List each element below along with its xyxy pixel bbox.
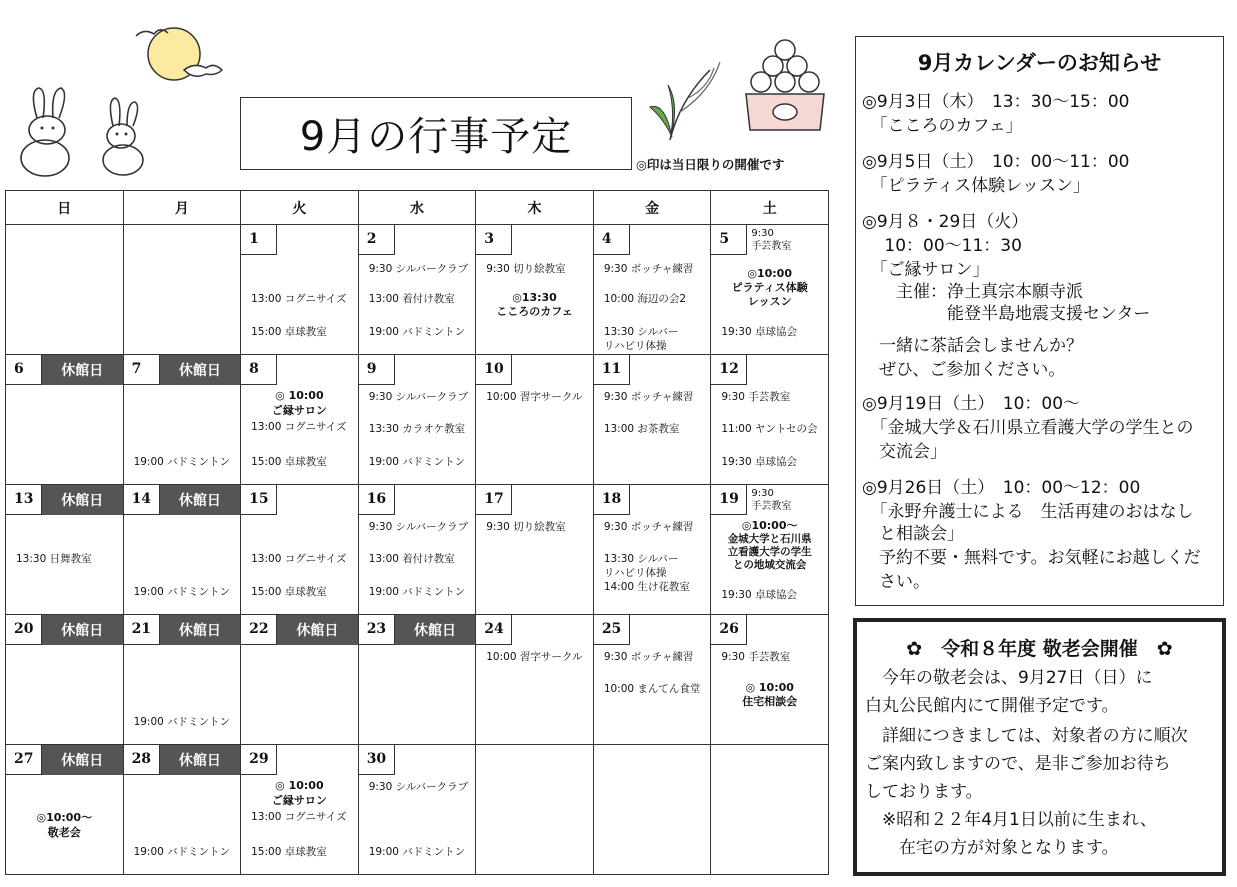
event-entry: 住宅相談会: [742, 695, 798, 708]
day-cell: [476, 615, 594, 745]
day-cell: [593, 355, 711, 485]
event-entry: 13:00 着付け教室: [368, 553, 455, 565]
day-cell: [476, 355, 594, 485]
day-number: 26: [711, 615, 747, 645]
day-cell: [123, 615, 241, 745]
day-number: 21: [124, 615, 160, 645]
tsukimi-dango-illustration: [740, 36, 830, 136]
weekday-header: 月: [123, 191, 241, 225]
day-number: 27: [6, 745, 42, 775]
day-cell: [241, 745, 359, 875]
notice-line: ◎9月26日（土） 10：00～12：00: [862, 478, 1141, 498]
calendar-table: [5, 190, 829, 875]
day-cell: [711, 355, 829, 485]
day-number: 16: [359, 485, 395, 515]
day-number: 18: [594, 485, 630, 515]
day-number: 22: [241, 615, 277, 645]
event-entry: ◎10:00～: [36, 811, 93, 824]
weekday-header: 水: [358, 191, 476, 225]
event-entry: 10:00 まんてん食堂: [603, 683, 701, 695]
keirokai-panel: [853, 618, 1226, 876]
closed-day-badge: 休館日: [42, 355, 123, 385]
event-entry: レッスン: [747, 295, 792, 308]
day-number: 20: [6, 615, 42, 645]
day-number: 4: [594, 225, 630, 255]
weekday-header: 火: [241, 191, 359, 225]
day-cell: [476, 485, 594, 615]
day-number: 9: [359, 355, 395, 385]
page-title: 9月の行事予定: [240, 97, 632, 170]
day-number: 7: [124, 355, 160, 385]
day-note: [751, 487, 791, 513]
keirokai-line: しております。: [865, 782, 983, 802]
event-entry: 立看護大学の学生: [727, 546, 812, 558]
day-number: 8: [241, 355, 277, 385]
event-entry: との地域交流会: [732, 559, 807, 571]
event-entry: ◎ 10:00: [275, 779, 324, 792]
day-cell: [358, 485, 476, 615]
event-entry: 9:30 手芸教室: [721, 651, 791, 663]
day-cell: [6, 615, 124, 745]
day-cell: [123, 745, 241, 875]
event-entry: 9:30 ボッチャ練習: [603, 263, 694, 275]
notice-line: ◎9月19日（土） 10：00～: [862, 394, 1081, 414]
day-cell: [476, 745, 594, 875]
keirokai-line: 詳細につきましては、対象者の方に順次: [865, 726, 1188, 746]
event-entry: 15:00 卓球教室: [251, 846, 327, 858]
event-entry: 13:30 日舞教室: [16, 553, 92, 565]
notice-line: 10：00～11：30: [862, 236, 1022, 256]
event-entry: 9:30 ボッチャ練習: [603, 521, 694, 533]
event-entry: 9:30 シルバークラブ: [368, 781, 469, 793]
day-number: 13: [6, 485, 42, 515]
closed-day-badge: 休館日: [395, 615, 476, 645]
day-cell: [711, 485, 829, 615]
event-entry: ご縁サロン: [271, 404, 327, 417]
event-entry: 19:30 卓球協会: [721, 589, 797, 601]
event-entry: 13:00 コグニサイズ: [251, 811, 347, 823]
day-cell: [358, 745, 476, 875]
event-entry: 13:30 カラオケ教室: [368, 423, 466, 435]
notice-panel: [855, 36, 1224, 606]
event-entry: ピラティス体験: [731, 281, 808, 294]
event-entry: 19:00 バドミントン: [368, 846, 466, 858]
event-entry: こころのカフェ: [496, 305, 573, 318]
day-cell: [593, 615, 711, 745]
event-entry: 15:00 卓球教室: [251, 326, 327, 338]
day-number: 25: [594, 615, 630, 645]
closed-day-badge: 休館日: [277, 615, 358, 645]
day-number: 17: [476, 485, 512, 515]
event-entry: ◎10:00～: [741, 519, 798, 532]
weekday-header: 土: [711, 191, 829, 225]
day-cell: [711, 745, 829, 875]
notice-line: ぜひ、ご参加ください。: [862, 360, 1066, 380]
week-row: [6, 485, 829, 615]
day-number: 28: [124, 745, 160, 775]
day-number: 29: [241, 745, 277, 775]
event-entry: 9:30 シルバークラブ: [368, 263, 469, 275]
week-row: [6, 355, 829, 485]
event-entry: 14:00 生け花教室: [603, 581, 690, 593]
day-cell: [593, 745, 711, 875]
event-entry: ご縁サロン: [271, 794, 327, 807]
event-entry: 13:00 着付け教室: [368, 293, 455, 305]
day-note-line: 9:30: [751, 228, 774, 239]
day-cell: [6, 225, 124, 355]
closed-day-badge: 休館日: [160, 355, 241, 385]
day-cell: [358, 355, 476, 485]
weekday-header-row: [6, 191, 829, 225]
notice-line: 「ピラティス体験レッスン」: [862, 176, 1090, 196]
notice-line: ◎9月5日（土） 10：00～11：00: [862, 152, 1130, 172]
event-entry: 10:00 習字サークル: [486, 391, 583, 403]
day-number: 10: [476, 355, 512, 385]
notice-line: 「こころのカフェ」: [862, 116, 1023, 136]
day-number: 23: [359, 615, 395, 645]
event-entry: 19:00 バドミントン: [368, 326, 466, 338]
event-entry: 13:30 シルバー: [603, 326, 679, 338]
closed-day-badge: 休館日: [160, 485, 241, 515]
day-note-line: 手芸教室: [751, 241, 792, 252]
keirokai-title: ✿ 令和８年度 敬老会開催 ✿: [906, 638, 1173, 660]
day-number: 24: [476, 615, 512, 645]
closed-day-badge: 休館日: [42, 745, 123, 775]
day-number: 12: [711, 355, 747, 385]
week-row: [6, 745, 829, 875]
day-number: 30: [359, 745, 395, 775]
day-note-line: 手芸教室: [751, 501, 792, 512]
day-cell: [711, 225, 829, 355]
notice-line: ◎9月3日（木） 13：30～15：00: [862, 92, 1130, 112]
event-entry: リハビリ体操: [603, 567, 667, 579]
event-entry: 9:30 切り絵教室: [486, 263, 566, 275]
day-cell: [241, 485, 359, 615]
rabbits-illustration: [15, 78, 165, 178]
keirokai-line: ご案内致しますので、是非ご参加お待ち: [865, 754, 1171, 774]
day-cell: [476, 225, 594, 355]
day-number: 14: [124, 485, 160, 515]
event-entry: 15:00 卓球教室: [251, 586, 327, 598]
event-entry: ◎10:00: [747, 267, 792, 280]
closed-day-badge: 休館日: [42, 615, 123, 645]
event-entry: 9:30 シルバークラブ: [368, 391, 469, 403]
closed-day-badge: 休館日: [160, 745, 241, 775]
day-number: 19: [711, 485, 747, 515]
event-entry: 敬老会: [47, 826, 81, 839]
day-cell: [6, 355, 124, 485]
event-entry: 13:00 コグニサイズ: [251, 553, 347, 565]
closed-day-badge: 休館日: [42, 485, 123, 515]
notice-line: 交流会」: [862, 442, 947, 462]
susuki-grass-illustration: [640, 52, 725, 142]
week-row: [6, 615, 829, 745]
event-entry: 19:00 バドミントン: [368, 586, 466, 598]
event-entry: 19:00 バドミントン: [133, 716, 230, 728]
notice-title: 9月カレンダーのお知らせ: [917, 51, 1162, 75]
day-cell: [358, 615, 476, 745]
event-entry: 9:30 ボッチャ練習: [603, 651, 694, 663]
keirokai-line: 今年の敬老会は、9月27日（日）に: [865, 668, 1153, 688]
day-number: 1: [241, 225, 277, 255]
day-cell: [6, 745, 124, 875]
day-cell: [593, 225, 711, 355]
keirokai-line: 在宅の方が対象となります。: [865, 838, 1119, 858]
notice-line: 「永野弁護士による 生活再建のおはなし: [862, 502, 1194, 522]
day-note: [751, 227, 791, 253]
notice-line: 主催：浄土真宗本願寺派: [862, 282, 1083, 302]
event-entry: 19:30 卓球協会: [721, 326, 797, 338]
event-entry: 9:30 シルバークラブ: [368, 521, 469, 533]
day-cell: [711, 615, 829, 745]
event-entry: 13:00 お茶教室: [603, 423, 680, 435]
event-entry: 19:00 バドミントン: [133, 846, 230, 858]
notice-line: 能登半島地震支援センター: [862, 304, 1151, 324]
event-entry: リハビリ体操: [603, 340, 667, 352]
event-entry: ◎13:30: [512, 291, 557, 304]
event-entry: 13:00 コグニサイズ: [251, 293, 347, 305]
keirokai-line: ※昭和２２年4月1日以前に生まれ、: [865, 810, 1157, 830]
week-row: [6, 225, 829, 355]
notice-line: 一緒に茶話会しませんか？: [862, 336, 1083, 356]
day-cell: [123, 225, 241, 355]
event-entry: 11:00 ヤントセの会: [721, 423, 818, 435]
event-entry: 10:00 海辺の会2: [603, 293, 687, 305]
day-number: 5: [711, 225, 747, 255]
keirokai-line: 白丸公民館内にて開催予定です。: [865, 696, 1119, 716]
event-entry: 19:00 バドミントン: [133, 586, 230, 598]
event-entry: 19:00 バドミントン: [368, 456, 466, 468]
weekday-header: 金: [593, 191, 711, 225]
event-entry: 9:30 手芸教室: [721, 391, 791, 403]
notice-line: 「金城大学＆石川県立看護大学の学生との: [862, 418, 1194, 438]
day-number: 11: [594, 355, 630, 385]
notice-line: ◎9月８・29日（火）: [862, 212, 1029, 232]
day-cell: [241, 615, 359, 745]
day-number: 15: [241, 485, 277, 515]
weekday-header: 日: [6, 191, 124, 225]
notice-line: さい。: [862, 572, 930, 592]
day-number: 6: [6, 355, 42, 385]
day-cell: [123, 355, 241, 485]
day-cell: [6, 485, 124, 615]
notice-line: と相談会」: [862, 524, 964, 544]
day-cell: [241, 225, 359, 355]
event-entry: 15:00 卓球教室: [251, 456, 327, 468]
day-note-line: 9:30: [751, 488, 774, 499]
notice-line: 予約不要・無料です。お気軽にお越しくだ: [862, 548, 1201, 568]
day-cell: [358, 225, 476, 355]
weekday-header: 木: [476, 191, 594, 225]
closed-day-badge: 休館日: [160, 615, 241, 645]
event-entry: 13:00 コグニサイズ: [251, 421, 347, 433]
day-cell: [241, 355, 359, 485]
event-entry: 19:30 卓球協会: [721, 456, 797, 468]
title-note: ◎印は当日限りの開催です: [636, 157, 785, 172]
day-cell: [593, 485, 711, 615]
event-entry: ◎ 10:00: [275, 389, 324, 402]
day-number: 2: [359, 225, 395, 255]
event-entry: 19:00 バドミントン: [133, 456, 230, 468]
event-entry: 9:30 切り絵教室: [486, 521, 566, 533]
day-number: 3: [476, 225, 512, 255]
event-entry: 金城大学と石川県: [727, 533, 812, 545]
event-entry: ◎ 10:00: [745, 681, 794, 694]
event-entry: 10:00 習字サークル: [486, 651, 583, 663]
notice-line: 「ご縁サロン」: [862, 260, 990, 280]
event-entry: 9:30 ボッチャ練習: [603, 391, 694, 403]
day-cell: [123, 485, 241, 615]
event-entry: 13:30 シルバー: [603, 553, 679, 565]
